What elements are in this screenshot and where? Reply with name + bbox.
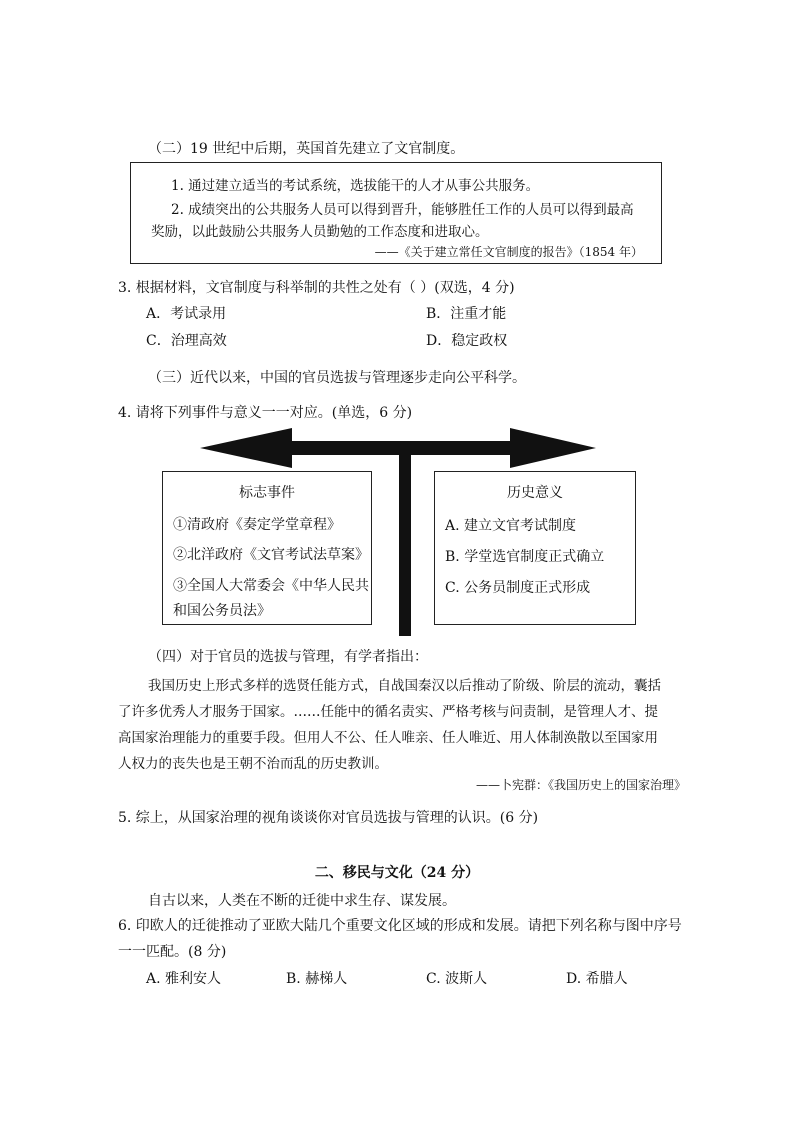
- quote-line-4: 人权力的丧失也是王朝不治而乱的历史教训。: [118, 756, 388, 772]
- material-line-1: 1. 通过建立适当的考试系统，选拔能干的人才从事公共服务。: [171, 178, 540, 194]
- q3-option-c[interactable]: C．治理高效: [146, 333, 227, 349]
- q5-stem: 5. 综上，从国家治理的视角谈谈你对官员选拔与管理的认识。(6 分): [118, 810, 539, 826]
- event-3: ③全国人大常委会《中华人民共: [173, 578, 369, 594]
- q3-option-a[interactable]: A．考试录用: [146, 306, 227, 322]
- events-box: [162, 471, 372, 625]
- q6-option-b[interactable]: B. 赫梯人: [286, 971, 348, 987]
- event-1: ①清政府《奏定学堂章程》: [173, 517, 341, 533]
- right-arrow-head: [510, 428, 596, 468]
- q6-option-a[interactable]: A. 雅利安人: [146, 971, 222, 987]
- meanings-title: 历史意义: [507, 485, 563, 501]
- material-line-3: 奖励，以此鼓励公共服务人员勤勉的工作态度和进取心。: [151, 224, 489, 240]
- material-source: ——《关于建立常任文官制度的报告》（1854 年）: [374, 245, 643, 259]
- quote-line-1: 我国历史上形式多样的选贤任能方式，自战国秦汉以后推动了阶级、阶层的流动，囊括: [148, 678, 661, 694]
- left-arrow-head: [200, 428, 292, 468]
- quote-line-2: 了许多优秀人才服务于国家。……任能中的循名责实、严格考核与问责制，是管理人才、提: [118, 704, 658, 720]
- q3-option-b[interactable]: B．注重才能: [426, 306, 507, 322]
- event-3-cont: 和国公务员法》: [173, 603, 271, 619]
- vertical-stem: [399, 448, 411, 636]
- meanings-box: [434, 471, 636, 625]
- part2-intro: （二）19 世纪中后期，英国首先建立了文官制度。: [148, 141, 465, 157]
- part3-intro: （三）近代以来，中国的官员选拔与管理逐步走向公平科学。: [148, 370, 526, 386]
- q6-option-c[interactable]: C. 波斯人: [426, 971, 488, 987]
- q4-stem: 4. 请将下列事件与意义一一对应。(单选，6 分): [118, 405, 413, 421]
- meaning-c: C. 公务员制度正式形成: [445, 580, 591, 596]
- q3-stem: 3. 根据材料，文官制度与科举制的共性之处有（ ）(双选，4 分): [118, 280, 515, 296]
- material-line-2: 2. 成绩突出的公共服务人员可以得到晋升，能够胜任工作的人员可以得到最高: [171, 202, 634, 218]
- q6-option-d[interactable]: D. 希腊人: [566, 971, 628, 987]
- q6-line-1: 6. 印欧人的迁徙推动了亚欧大陆几个重要文化区域的形成和发展。请把下列名称与图中序号: [118, 918, 682, 934]
- part4-intro: （四）对于官员的选拔与管理，有学者指出：: [148, 649, 428, 665]
- quote-line-3: 高国家治理能力的重要手段。但用人不公、任人唯亲、任人唯近、用人体制涣散以至国家用: [118, 730, 658, 746]
- event-2: ②北洋政府《文官考试法草案》: [173, 547, 369, 563]
- material-box: [130, 162, 662, 264]
- meaning-a: A. 建立文官考试制度: [445, 518, 577, 534]
- q6-line-2: 一一匹配。(8 分): [118, 944, 227, 960]
- section2-intro: 自古以来，人类在不断的迁徙中求生存、谋发展。: [148, 893, 456, 909]
- q3-option-d[interactable]: D．稳定政权: [426, 333, 508, 349]
- meaning-b: B. 学堂选官制度正式确立: [445, 549, 605, 565]
- section2-title: 二、移民与文化（24 分）: [314, 865, 480, 881]
- quote-source: ——卜宪群：《我国历史上的国家治理》: [475, 778, 686, 792]
- events-title: 标志事件: [239, 485, 295, 501]
